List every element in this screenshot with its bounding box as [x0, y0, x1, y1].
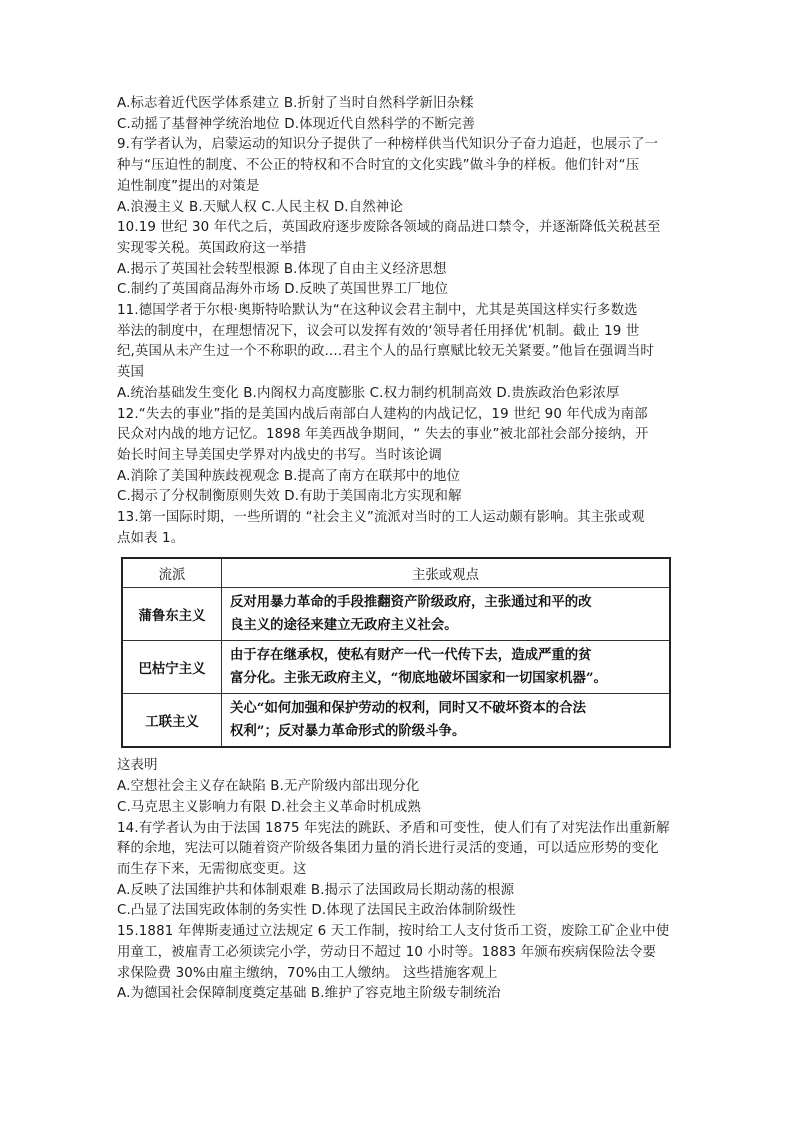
text-block-b: [117, 756, 677, 1004]
view-line: 权利”；反对暴力革命形式的阶级斗争。: [230, 723, 466, 740]
table-header-school: 流派: [122, 558, 222, 588]
school-name: 蒲鲁东主义: [122, 588, 222, 641]
school-name: 巴枯宁主义: [122, 641, 222, 694]
question-12-stem: 12.“失去的事业”指的是美国内战后南部白人建构的内战记忆，19 世纪 90 年代成为南部: [117, 406, 648, 422]
question-13-options: A.空想社会主义存在缺陷 B.无产阶级内部出现分化: [117, 779, 420, 795]
text-line: C.动摇了基督神学统治地位 D.体现近代自然科学的不断完善: [117, 116, 476, 132]
text-block-a: [117, 94, 677, 549]
school-view: [222, 694, 671, 748]
table-header-row: [122, 558, 670, 588]
text-line: A.标志着近代医学体系建立 B.折射了当时自然科学新旧杂糅: [117, 96, 474, 111]
question-14-options: C.凸显了法国宪政体制的务实性 D.体现了法国民主政治体制阶级性: [117, 903, 516, 919]
text-line: 用童工，被雇青工必须读完小学，劳动日不超过 10 小时等。1883 年颁布疾病保险法令要: [117, 944, 657, 960]
question-12-options: C.揭示了分权制衡原则失效 D.有助于美国南北方实现和解: [117, 489, 462, 505]
question-10-options: A.揭示了英国社会转型根源 B.体现了自由主义经济思想: [117, 261, 447, 277]
question-10-options: C.制约了英国商品海外市场 D.反映了英国世界工厂地位: [117, 282, 449, 298]
view-line: 由于存在继承权，使私有财产一代一代传下去，造成严重的贫: [230, 647, 592, 664]
text-line: 实现零关税。英国政府这一举措: [117, 240, 307, 256]
question-14-stem: 14.有学者认为由于法国 1875 年宪法的跳跃、矛盾和可变性，使人们有了对宪法作出重新解: [117, 820, 670, 836]
view-line: 良主义的途径来建立无政府主义社会。: [230, 617, 458, 634]
question-11-stem: 11.德国学者于尔根·奥斯特哈默认为“在这种议会君主制中，尤其是英国这样实行多数选: [117, 303, 638, 319]
text-line: 迫性制度”提出的对策是: [117, 178, 260, 194]
question-12-options: A.消除了美国种族歧视观念 B.提高了南方在联邦中的地位: [117, 468, 461, 484]
text-line: 点如表 1。: [117, 530, 185, 546]
text-line: 举法的制度中，在理想情况下，议会可以发挥有效的‘领导者任用择优’机制。截止 19 世: [117, 323, 640, 339]
text-line: 求保险费 30%由雇主缴纳，70%由工人缴纳。 这些措施客观上: [117, 965, 498, 981]
table-row: [122, 641, 670, 694]
question-15-options: A.为德国社会保障制度奠定基础 B.维护了容克地主阶级专制统治: [117, 986, 501, 1002]
text-line: 释的余地，宪法可以随着资产阶级各集团力量的消长进行灵活的变通，可以适应形势的变化: [117, 841, 659, 857]
view-line: 关心“如何加强和保护劳动的权利，同时又不破坏资本的合法: [230, 700, 586, 717]
exam-page: [117, 94, 677, 1005]
text-line: 始长时间主导美国史学界对内战史的书写。当时该论调: [117, 447, 442, 463]
school-view: [222, 588, 671, 641]
question-11-options: A.统治基础发生变化 B.内阁权力高度膨胀 C.权力制约机制高效 D.贵族政治色彩浓厚: [117, 385, 620, 401]
question-15-stem: 15.1881 年俾斯麦通过立法规定 6 天工作制，按时给工人支付货币工资，废除工矿企业中使: [117, 924, 670, 940]
text-line: 英国: [117, 365, 145, 381]
table-header-view: 主张或观点: [222, 558, 671, 588]
schools-table: [121, 557, 671, 748]
question-9-stem: 9.有学者认为，启蒙运动的知识分子提供了一种榜样供当代知识分子奋力追赶，也展示了一: [117, 137, 659, 153]
text-line: 民众对内战的地方记忆。1898 年美西战争期间，“ 失去的事业”被北部社会部分接纳，开: [117, 427, 649, 443]
text-line: 而生存下来，无需彻底变更。这: [117, 861, 307, 877]
view-line: 反对用暴力革命的手段推翻资产阶级政府，主张通过和平的改: [230, 594, 592, 611]
text-line: 这表明: [117, 758, 158, 774]
view-line: 富分化。主张无政府主义，“彻底地破坏国家和一切国家机器”。: [230, 670, 607, 687]
question-9-options: A.浪漫主义 B.天赋人权 C.人民主权 D.自然神论: [117, 199, 403, 215]
question-14-options: A.反映了法国维护共和体制艰难 B.揭示了法国政局长期动荡的根源: [117, 882, 515, 898]
question-13-stem: 13.第一国际时期，一些所谓的 “社会主义”流派对当时的工人运动颇有影响。其主张或观: [117, 510, 645, 526]
table-row: [122, 588, 670, 641]
school-view: [222, 641, 671, 694]
school-name: 工联主义: [122, 694, 222, 748]
table-row: [122, 694, 670, 748]
text-line: 纪,英国从未产生过一个不称职的政....君主个人的品行禀赋比较无关紧要。”他旨在强调当时: [117, 344, 654, 360]
question-13-options: C.马克思主义影响力有限 D.社会主义革命时机成熟: [117, 799, 421, 815]
question-10-stem: 10.19 世纪 30 年代之后，英国政府逐步废除各领域的商品进口禁令，并逐渐降低关税甚至: [117, 220, 661, 236]
text-line: 种与“压迫性的制度、不公正的特权和不合时宜的文化实践”做斗争的样板。他们针对“压: [117, 158, 640, 174]
